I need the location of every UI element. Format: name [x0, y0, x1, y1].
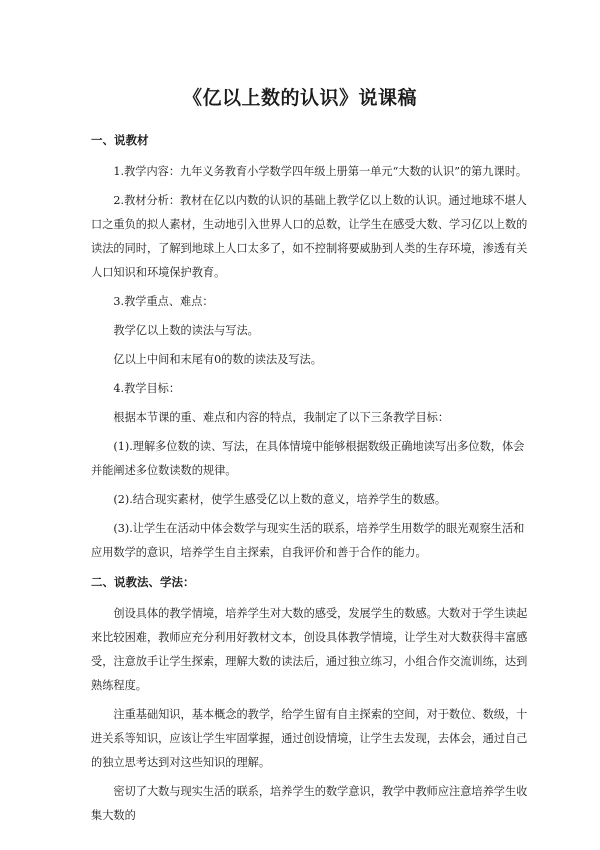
paragraph-key-point-1: 教学亿以上数的读法与写法。 [113, 324, 259, 337]
paragraph-key-point-2: 亿以上中间和末尾有0的数的读法及写法。 [113, 353, 322, 366]
paragraph-teaching-content: 1.教学内容：九年义务教育小学数学四年级上册第一单元“大数的认识”的第九课时。 [113, 165, 528, 178]
paragraph-objectives-heading: 4.教学目标： [113, 382, 181, 395]
paragraph-method-2: 注重基础知识，基本概念的教学，给学生留有自主探索的空间，对于数位、数级，十进关系等知识，应该让学生牢固掌握，通过创设情境，让学生去发现，去体会，通过自己的独立思考达到对这些知识的理解。 [91, 708, 528, 769]
section-heading-textbook: 一、说教材 [91, 133, 149, 147]
paragraph-objective-2: (2).结合现实素材，使学生感受亿以上数的意义，培养学生的数感。 [113, 493, 447, 506]
paragraph-objective-1: (1).理解多位数的读、写法，在具体情境中能够根据数级正确地读写出多位数，体会并能阐述多位数读数的规律。 [91, 440, 525, 477]
paragraph-objective-3: (3).让学生在活动中体会数学与现实生活的联系，培养学生用数学的眼光观察生活和应用数学的意识，培养学生自主探索，自我评价和善于合作的能力。 [91, 522, 525, 559]
paragraph-method-3: 密切了大数与现实生活的联系，培养学生的数学意识，教学中教师应注意培养学生收集大数的 [91, 785, 528, 822]
paragraph-method-1: 创设具体的教学情境，培养学生对大数的感受，发展学生的数感。大数对于学生读起来比较困难，教师应充分利用好教材文本，创设具体教学情境，让学生对大数获得丰富感受，注意放手让学生探索，理解大数的读法后，通过独立练习，小组合作交流训练，达到熟练程度。 [91, 607, 528, 692]
document-title: 《亿以上数的认识》说课稿 [182, 87, 417, 109]
document-body [91, 128, 531, 833]
section-heading-methods: 二、说教法、学法： [91, 575, 195, 589]
paragraph-textbook-analysis: 2.教材分析：教材在亿以内数的认识的基础上教学亿以上数的认识。通过地球不堪人口之重负的拟人素材，生动地引入世界人口的总数，让学生在感受大数、学习亿以上数的读法的同时，了解到地球上人口太多了，如不控制将要威胁到人类的生存环境，渗透有关人口知识和环境保护教育。 [91, 194, 528, 279]
paragraph-key-points-heading: 3.教学重点、难点： [113, 295, 214, 308]
paragraph-objectives-intro: 根据本节课的重、难点和内容的特点，我制定了以下三条教学目标： [113, 411, 450, 424]
